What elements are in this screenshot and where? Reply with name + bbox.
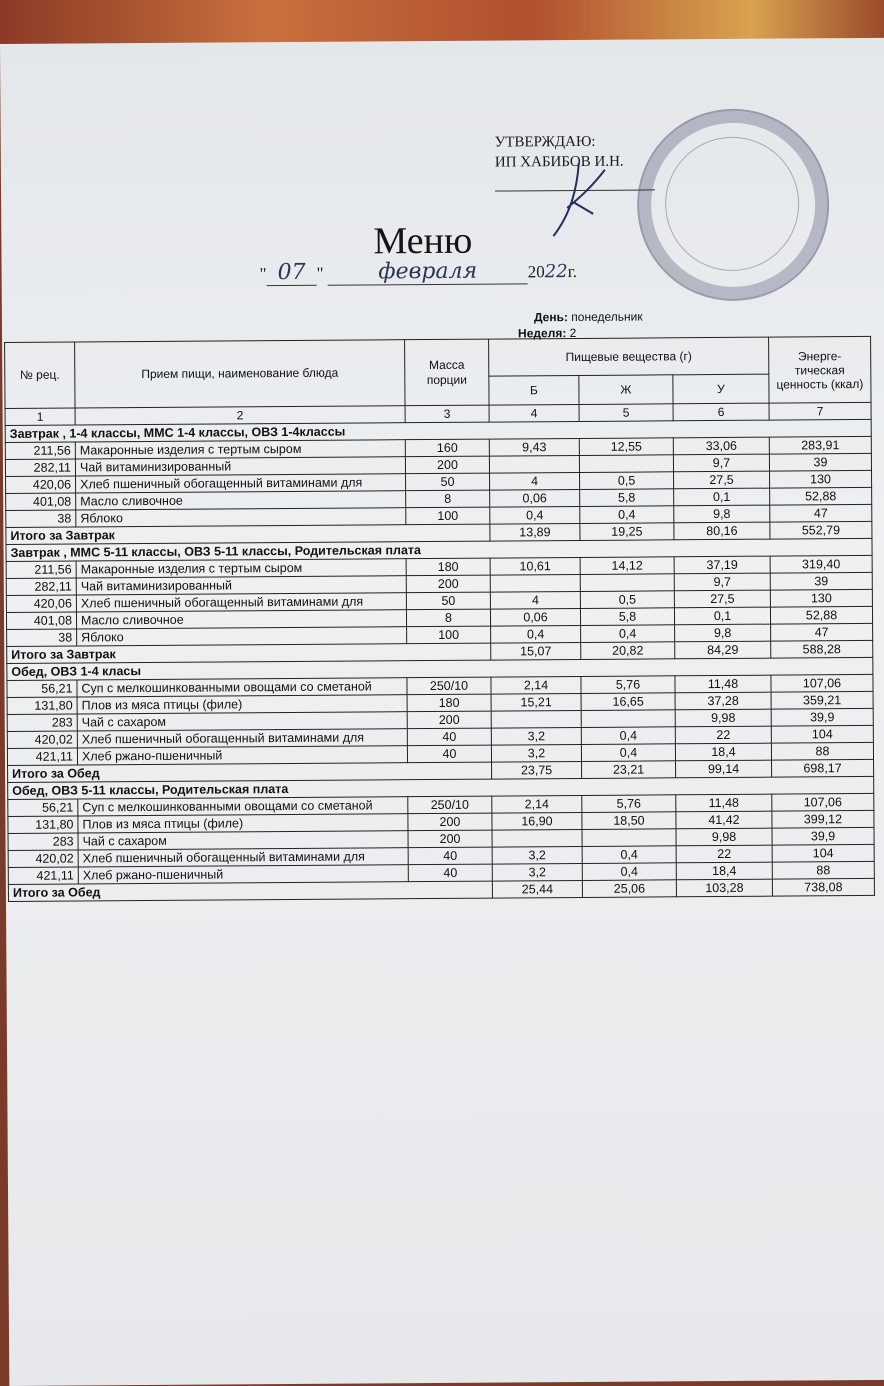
mass-cell: 50 bbox=[406, 592, 490, 610]
total-fat: 20,82 bbox=[581, 642, 675, 660]
protein-cell: 3,2 bbox=[492, 846, 582, 864]
total-carbs: 99,14 bbox=[676, 760, 772, 778]
energy-cell: 104 bbox=[772, 844, 874, 862]
carbs-cell: 9,98 bbox=[675, 709, 771, 727]
date-month: февраля bbox=[328, 258, 528, 285]
mass-cell: 8 bbox=[406, 609, 490, 627]
mass-cell: 200 bbox=[408, 813, 492, 831]
menu-table bbox=[4, 336, 875, 902]
protein-cell: 10,61 bbox=[490, 557, 580, 575]
rec-number-cell: 421,11 bbox=[7, 748, 77, 765]
document-sheet bbox=[0, 38, 884, 1386]
header-dish: Прием пищи, наименование блюда bbox=[75, 340, 405, 408]
approver-name: ИП ХАБИБОВ И.Н. bbox=[494, 153, 624, 171]
rec-number-cell: 420,02 bbox=[8, 850, 78, 867]
dish-name-cell: Плов из мяса птицы (филе) bbox=[77, 695, 407, 714]
fat-cell: 5,8 bbox=[580, 489, 674, 507]
dish-name-cell: Хлеб пшеничный обогащенный витаминами для bbox=[77, 729, 407, 748]
section-title: Завтрак , ММС 5-11 классы, ОВЗ 5-11 классы, Родительская плата bbox=[6, 538, 872, 561]
energy-cell: 47 bbox=[771, 623, 873, 641]
fat-cell: 0,5 bbox=[580, 591, 674, 609]
rec-number-cell: 56,21 bbox=[8, 799, 78, 816]
section-title: Обед, ОВЗ 5-11 классы, Родительская плата bbox=[8, 776, 874, 799]
total-energy: 738,08 bbox=[772, 878, 874, 896]
rec-number-cell: 211,56 bbox=[6, 561, 76, 578]
header-protein: Б bbox=[489, 375, 579, 405]
dish-name-cell: Макаронные изделия с тертым сыром bbox=[75, 440, 405, 459]
mass-cell: 100 bbox=[407, 626, 491, 644]
header-fat: Ж bbox=[579, 375, 673, 405]
fat-cell bbox=[582, 829, 676, 847]
total-energy: 698,17 bbox=[772, 759, 874, 777]
mass-cell: 250/10 bbox=[407, 677, 491, 695]
mass-cell: 200 bbox=[406, 575, 490, 593]
dish-name-cell: Яблоко bbox=[76, 508, 406, 527]
section-title: Обед, ОВЗ 1-4 класы bbox=[7, 657, 873, 680]
dish-name-cell: Хлеб ржано-пшеничный bbox=[78, 865, 408, 884]
colnum-cell: 5 bbox=[579, 404, 673, 422]
header-carbs: У bbox=[673, 374, 769, 404]
protein-cell: 15,21 bbox=[491, 693, 581, 711]
carbs-cell: 0,1 bbox=[674, 607, 770, 625]
dish-name-cell: Хлеб пшеничный обогащенный витаминами для bbox=[76, 474, 406, 493]
mass-cell: 160 bbox=[405, 439, 489, 457]
protein-cell: 4 bbox=[490, 591, 580, 609]
protein-cell: 4 bbox=[490, 472, 580, 490]
carbs-cell: 27,5 bbox=[674, 471, 770, 489]
fat-cell bbox=[581, 710, 675, 728]
rec-number-cell: 131,80 bbox=[7, 697, 77, 714]
mass-cell: 180 bbox=[406, 558, 490, 576]
fat-cell: 16,65 bbox=[581, 693, 675, 711]
carbs-cell: 11,48 bbox=[675, 675, 771, 693]
energy-cell: 88 bbox=[772, 861, 874, 879]
total-energy: 552,79 bbox=[770, 521, 872, 539]
energy-cell: 107,06 bbox=[771, 674, 873, 692]
fat-cell: 18,50 bbox=[582, 812, 676, 830]
carbs-cell: 37,19 bbox=[674, 556, 770, 574]
total-fat: 23,21 bbox=[582, 761, 676, 779]
total-protein: 23,75 bbox=[492, 761, 582, 779]
dish-name-cell: Хлеб ржано-пшеничный bbox=[77, 746, 407, 765]
carbs-cell: 22 bbox=[675, 726, 771, 744]
week-label: Неделя: bbox=[517, 326, 567, 341]
colnum-cell: 2 bbox=[75, 406, 405, 425]
mass-cell: 100 bbox=[406, 507, 490, 525]
protein-cell bbox=[490, 574, 580, 592]
fat-cell: 12,55 bbox=[579, 438, 673, 456]
fat-cell: 0,4 bbox=[580, 506, 674, 524]
energy-cell: 359,21 bbox=[771, 691, 873, 709]
protein-cell: 0,4 bbox=[490, 506, 580, 524]
protein-cell: 2,14 bbox=[491, 676, 581, 694]
protein-cell: 2,14 bbox=[492, 795, 582, 813]
rec-number-cell: 283 bbox=[8, 833, 78, 850]
fat-cell: 0,4 bbox=[581, 744, 675, 762]
colnum-cell: 1 bbox=[5, 408, 75, 425]
rec-number-cell: 283 bbox=[7, 714, 77, 731]
fat-cell: 5,76 bbox=[581, 676, 675, 694]
total-fat: 25,06 bbox=[582, 880, 676, 898]
total-protein: 25,44 bbox=[492, 880, 582, 898]
page-title: Меню bbox=[373, 219, 473, 263]
carbs-cell: 9,8 bbox=[675, 624, 771, 642]
fat-cell: 0,4 bbox=[582, 863, 676, 881]
mass-cell: 40 bbox=[407, 728, 491, 746]
mass-cell: 8 bbox=[406, 490, 490, 508]
energy-cell: 39,9 bbox=[772, 827, 874, 845]
mass-cell: 200 bbox=[405, 456, 489, 474]
header-mass: Масса порции bbox=[405, 339, 489, 406]
protein-cell: 3,2 bbox=[491, 744, 581, 762]
colnum-cell: 6 bbox=[673, 403, 769, 421]
round-stamp-inner bbox=[665, 136, 800, 271]
total-carbs: 84,29 bbox=[675, 641, 771, 659]
date-row bbox=[260, 258, 578, 286]
protein-cell: 0,06 bbox=[490, 489, 580, 507]
dish-name-cell: Чай витаминизированный bbox=[75, 457, 405, 476]
carbs-cell: 9,7 bbox=[674, 573, 770, 591]
energy-cell: 52,88 bbox=[770, 487, 872, 505]
dish-name-cell: Яблоко bbox=[77, 627, 407, 646]
colnum-cell: 7 bbox=[769, 402, 871, 420]
energy-cell: 39,9 bbox=[771, 708, 873, 726]
mass-cell: 200 bbox=[408, 830, 492, 848]
carbs-cell: 41,42 bbox=[676, 811, 772, 829]
fat-cell: 0,4 bbox=[581, 727, 675, 745]
dish-name-cell: Макаронные изделия с тертым сыром bbox=[76, 559, 406, 578]
energy-cell: 88 bbox=[771, 742, 873, 760]
fat-cell: 5,76 bbox=[582, 795, 676, 813]
day-value: понедельник bbox=[571, 309, 643, 325]
rec-number-cell: 282,11 bbox=[6, 578, 76, 595]
protein-cell bbox=[489, 455, 579, 473]
energy-cell: 104 bbox=[771, 725, 873, 743]
colnum-cell: 3 bbox=[405, 405, 489, 423]
rec-number-cell: 401,08 bbox=[6, 612, 76, 629]
total-label: Итого за Обед bbox=[8, 881, 492, 901]
carbs-cell: 9,98 bbox=[676, 828, 772, 846]
energy-cell: 47 bbox=[770, 504, 872, 522]
energy-cell: 283,91 bbox=[769, 436, 871, 454]
section-title: Завтрак , 1-4 классы, ММС 1-4 классы, ОВЗ 1-4классы bbox=[5, 419, 871, 442]
mass-cell: 250/10 bbox=[408, 796, 492, 814]
energy-cell: 52,88 bbox=[770, 606, 872, 624]
protein-cell: 16,90 bbox=[492, 812, 582, 830]
carbs-cell: 22 bbox=[676, 845, 772, 863]
mass-cell: 40 bbox=[407, 745, 491, 763]
day-label: День: bbox=[533, 310, 568, 325]
carbs-cell: 9,7 bbox=[673, 454, 769, 472]
colnum-cell: 4 bbox=[489, 404, 579, 422]
rec-number-cell: 421,11 bbox=[8, 867, 78, 884]
mass-cell: 40 bbox=[408, 847, 492, 865]
date-day: 07 bbox=[266, 260, 316, 286]
dish-name-cell: Чай с сахаром bbox=[77, 712, 407, 731]
protein-cell: 3,2 bbox=[492, 863, 582, 881]
rec-number-cell: 56,21 bbox=[7, 680, 77, 697]
fat-cell: 0,4 bbox=[581, 625, 675, 643]
carbs-cell: 9,8 bbox=[674, 505, 770, 523]
energy-cell: 39 bbox=[770, 572, 872, 590]
protein-cell bbox=[492, 829, 582, 847]
header-rec-number: № рец. bbox=[5, 342, 75, 408]
protein-cell: 0,06 bbox=[490, 608, 580, 626]
dish-name-cell: Суп с мелкошинкованными овощами со сметаной bbox=[77, 678, 407, 697]
fat-cell: 0,5 bbox=[580, 472, 674, 490]
fat-cell: 0,4 bbox=[582, 846, 676, 864]
date-quote-close: " bbox=[316, 263, 324, 283]
date-year-suffix: 22 bbox=[544, 261, 568, 283]
approve-label: УТВЕРЖДАЮ: bbox=[494, 133, 596, 151]
rec-number-cell: 420,02 bbox=[7, 731, 77, 748]
handwritten-signature bbox=[549, 158, 610, 238]
date-year-prefix: 20 bbox=[527, 262, 545, 282]
header-nutrients: Пищевые вещества (г) bbox=[489, 337, 769, 376]
mass-cell: 180 bbox=[407, 694, 491, 712]
dish-name-cell: Хлеб пшеничный обогащенный витаминами для bbox=[78, 848, 408, 867]
carbs-cell: 33,06 bbox=[673, 437, 769, 455]
energy-cell: 39 bbox=[769, 453, 871, 471]
rec-number-cell: 420,06 bbox=[6, 595, 76, 612]
dish-name-cell: Плов из мяса птицы (филе) bbox=[78, 814, 408, 833]
menu-table-body bbox=[5, 419, 874, 901]
day-info bbox=[534, 310, 643, 325]
protein-cell bbox=[491, 710, 581, 728]
carbs-cell: 18,4 bbox=[675, 743, 771, 761]
dish-name-cell: Масло сливочное bbox=[76, 491, 406, 510]
rec-number-cell: 282,11 bbox=[5, 459, 75, 476]
protein-cell: 0,4 bbox=[491, 625, 581, 643]
energy-cell: 319,40 bbox=[770, 555, 872, 573]
mass-cell: 50 bbox=[406, 473, 490, 491]
carbs-cell: 0,1 bbox=[674, 488, 770, 506]
energy-cell: 130 bbox=[770, 470, 872, 488]
dish-name-cell: Чай витаминизированный bbox=[76, 576, 406, 595]
mass-cell: 40 bbox=[408, 864, 492, 882]
fat-cell: 14,12 bbox=[580, 557, 674, 575]
rec-number-cell: 38 bbox=[6, 510, 76, 527]
week-value: 2 bbox=[569, 325, 577, 341]
round-stamp bbox=[636, 108, 829, 301]
dish-name-cell: Чай с сахаром bbox=[78, 831, 408, 850]
rec-number-cell: 131,80 bbox=[8, 816, 78, 833]
rec-number-cell: 211,56 bbox=[5, 442, 75, 459]
date-quote-open: " bbox=[259, 264, 267, 284]
rec-number-cell: 38 bbox=[7, 629, 77, 646]
fat-cell bbox=[580, 574, 674, 592]
total-protein: 13,89 bbox=[490, 523, 580, 541]
dish-name-cell: Хлеб пшеничный обогащенный витаминами для bbox=[76, 593, 406, 612]
energy-cell: 399,12 bbox=[772, 810, 874, 828]
header-energy: Энерге-тическая ценность (ккал) bbox=[769, 336, 871, 403]
rec-number-cell: 401,08 bbox=[6, 493, 76, 510]
total-protein: 15,07 bbox=[491, 642, 581, 660]
carbs-cell: 11,48 bbox=[676, 794, 772, 812]
rec-number-cell: 420,06 bbox=[6, 476, 76, 493]
total-fat: 19,25 bbox=[580, 523, 674, 541]
protein-cell: 9,43 bbox=[489, 438, 579, 456]
total-carbs: 103,28 bbox=[676, 879, 772, 897]
protein-cell: 3,2 bbox=[491, 727, 581, 745]
total-label: Итого за Завтрак bbox=[6, 524, 490, 544]
fat-cell: 5,8 bbox=[580, 608, 674, 626]
total-carbs: 80,16 bbox=[674, 522, 770, 540]
dish-name-cell: Суп с мелкошинкованными овощами со сметаной bbox=[78, 797, 408, 816]
carbs-cell: 37,28 bbox=[675, 692, 771, 710]
energy-cell: 130 bbox=[770, 589, 872, 607]
total-label: Итого за Завтрак bbox=[7, 643, 491, 663]
energy-cell: 107,06 bbox=[772, 793, 874, 811]
dish-name-cell: Масло сливочное bbox=[76, 610, 406, 629]
date-year-g: г. bbox=[567, 261, 578, 282]
total-label: Итого за Обед bbox=[8, 762, 492, 782]
mass-cell: 200 bbox=[407, 711, 491, 729]
fat-cell bbox=[579, 455, 673, 473]
total-energy: 588,28 bbox=[771, 640, 873, 658]
carbs-cell: 27,5 bbox=[674, 590, 770, 608]
carbs-cell: 18,4 bbox=[676, 862, 772, 880]
